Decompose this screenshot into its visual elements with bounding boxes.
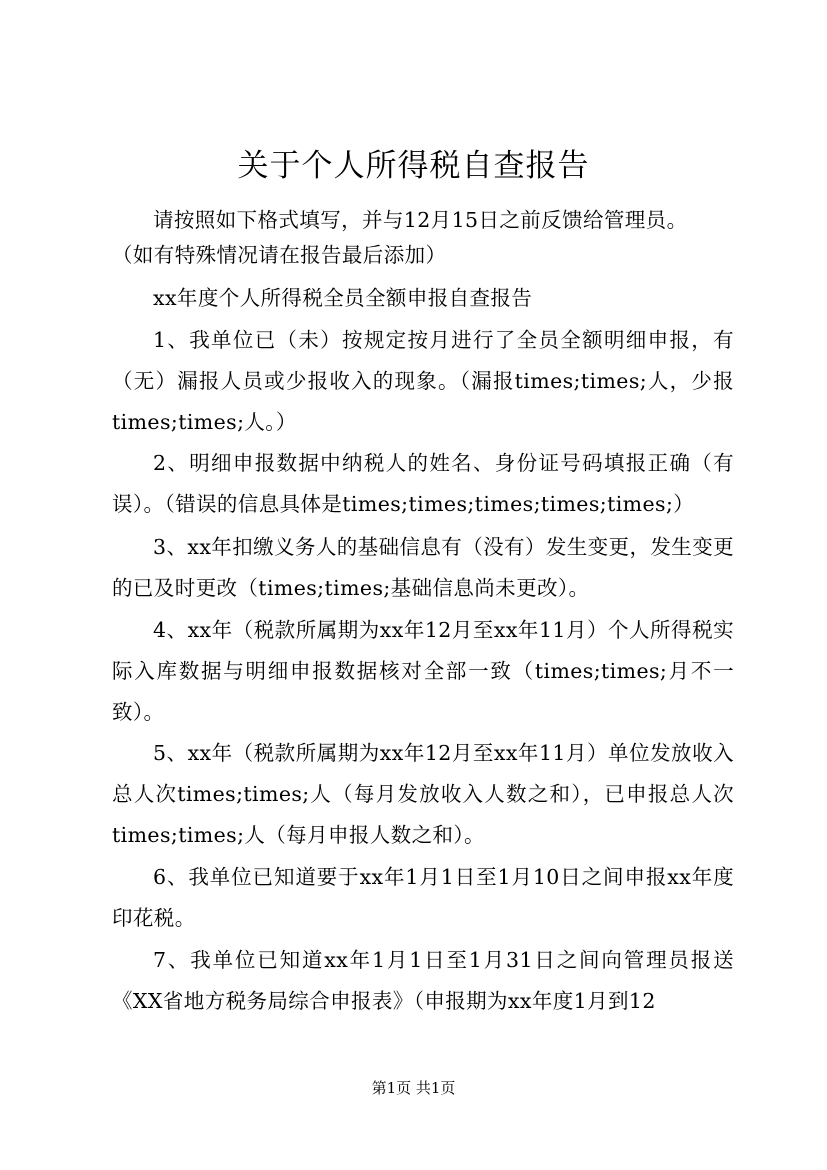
- instruction-paragraph: 请按照如下格式填写，并与12月15日之前反馈给管理员。: [153, 208, 688, 232]
- instruction-note: （如有特殊情况请在报告最后添加）: [112, 243, 447, 267]
- item-4-paragraph: 4、xx年（税款所属期为xx年12月至xx年11月）个人所得税实际入库数据与明细申报数据核对全部一致（times;times;月不一致）。: [112, 618, 734, 724]
- item-7-paragraph: 7、我单位已知道xx年1月1日至1月31日之间向管理员报送《XX省地方税务局综合申报表》（申报期为xx年度1月到12: [112, 948, 734, 1013]
- document-title: 关于个人所得税自查报告: [237, 148, 590, 184]
- report-subtitle: xx年度个人所得税全员全额申报自查报告: [153, 286, 533, 310]
- item-1-paragraph: 1、我单位已（未）按规定按月进行了全员全额明细申报，有（无）漏报人员或少报收入的现象。（漏报times;times;人，少报times;times;人。）: [112, 328, 734, 434]
- item-3-paragraph: 3、xx年扣缴义务人的基础信息有（没有）发生变更，发生变更的已及时更改（times;times;基础信息尚未更改）。: [112, 535, 734, 600]
- item-5-paragraph: 5、xx年（税款所属期为xx年12月至xx年11月）单位发放收入总人次times;times;人（每月发放收入人数之和），已申报总人次times;times;人（每月申报人数之和）。: [112, 741, 734, 847]
- item-2-paragraph: 2、明细申报数据中纳税人的姓名、身份证号码填报正确（有误）。（错误的信息具体是times;times;times;times;times;）: [112, 451, 734, 516]
- item-6-paragraph: 6、我单位已知道要于xx年1月1日至1月10日之间申报xx年度印花税。: [112, 865, 734, 930]
- page-footer: 第1页 共1页: [371, 1079, 456, 1097]
